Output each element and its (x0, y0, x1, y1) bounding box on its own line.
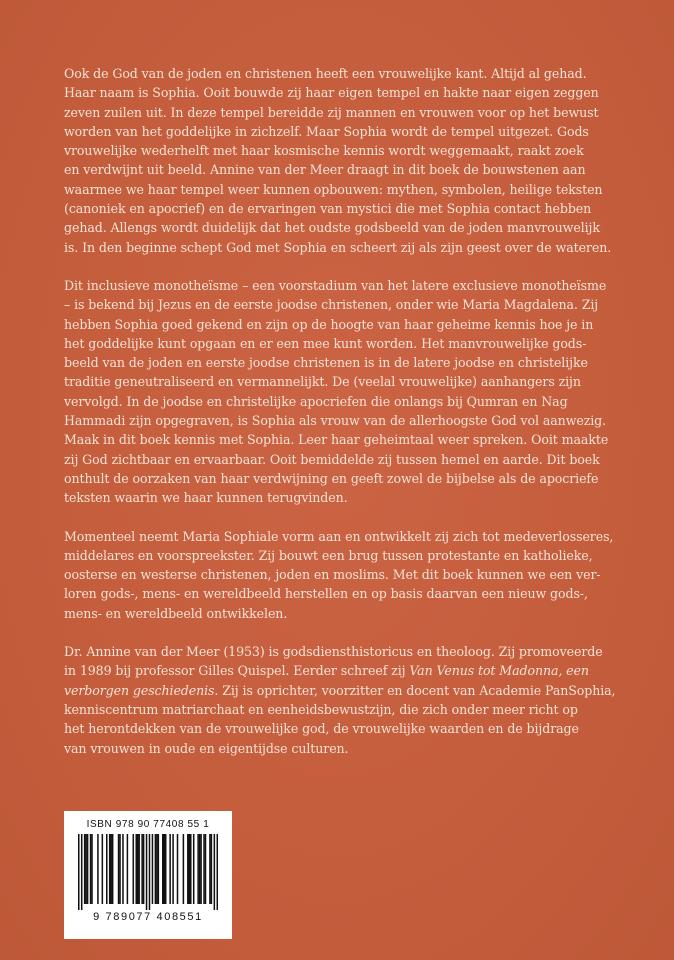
barcode-bar (122, 834, 124, 904)
text-line: oosterse en westerse christenen, joden en moslims. Met dit boek kunnen we een ver- (64, 567, 601, 583)
barcode-bar (162, 834, 164, 904)
text-line: en verdwijnt uit beeld. Annine van der Meer draagt in dit boek de bouwstenen aan (64, 162, 586, 178)
barcode-bar (106, 834, 108, 904)
barcode-bar (163, 834, 165, 904)
barcode-bar (102, 834, 104, 904)
barcode-bar (141, 834, 143, 904)
barcode-bar (133, 834, 135, 904)
barcode-bar (217, 834, 218, 910)
text-line: mens- en wereldbeeld ontwikkelen. (64, 605, 288, 621)
bio-line: Dr. Annine van der Meer (1953) is godsdiensthistoricus en theoloog. Zij promoveerde (64, 644, 603, 660)
bio-line (64, 661, 654, 680)
barcode-bar (91, 834, 93, 904)
barcode-bar (203, 834, 205, 904)
barcode-bar (165, 834, 167, 904)
barcode-bar (78, 834, 80, 910)
barcode-bars (78, 834, 218, 910)
text-line: (canoniek en apocrief) en de ervaringen van mystici die met Sophia contact hebben (64, 201, 592, 217)
barcode-bar (158, 834, 160, 904)
barcode-bar (138, 834, 140, 904)
barcode-bar (209, 834, 211, 904)
barcode-bar (177, 834, 179, 904)
text-line: vrouwelijke wederhelft met haar kosmische kennis wordt weggemaakt, raakt zoek (64, 143, 584, 159)
barcode-bar (197, 834, 199, 904)
barcode-bar (137, 834, 139, 904)
paragraph-maria-sophia (64, 527, 654, 623)
isbn-barcode (64, 811, 232, 939)
bio-line: het herontdekken van de vrouwelijke god, de vrouwelijke waarden en de bijdrage (64, 721, 579, 737)
barcode-bar (97, 834, 99, 904)
text-line: Haar naam is Sophia. Ooit bouwde zij haar eigen tempel en hakte naar eigen zeggen (64, 85, 599, 101)
text-line: zeven zuilen uit. In deze tempel bereidde zij mannen en vrouwen voor op het bewust (64, 104, 599, 120)
bio-text: in 1989 bij professor Gilles Quispel. Eerder schreef zij (64, 663, 410, 679)
barcode-bar (127, 834, 129, 904)
barcode-bar (169, 834, 171, 904)
text-line: Dit inclusieve monotheïsme – een voorstadium van het latere exclusieve monotheïsme (64, 277, 607, 293)
barcode-bar (205, 834, 207, 904)
text-line: hebben Sophia goed gekend en zijn op de hoogte van haar geheime kennis hoe je in (64, 316, 594, 332)
text-line: gehad. Allengs wordt duidelijk dat het oudste godsbeeld van de joden manvrouwelijk (64, 220, 600, 236)
barcode-digits: 9 789077 408551 (93, 911, 203, 923)
text-line: Momenteel neemt Maria Sophiale vorm aan en ontwikkelt zij zich tot medeverlosseres, (64, 528, 614, 544)
barcode-bar (199, 834, 201, 904)
text-line: Maak in dit boek kennis met Sophia. Leer haar geheimtaal weer spreken. Ooit maakte (64, 432, 609, 448)
barcode-bar (143, 834, 145, 904)
barcode-bar (200, 834, 202, 904)
blurb-text (64, 64, 654, 777)
text-line: Hammadi zijn opgegraven, is Sophia als vrouw van de allerhoogste God vol aanwezig. (64, 413, 607, 429)
barcode-bar (109, 834, 111, 904)
barcode-bar (189, 834, 191, 904)
barcode-bar (190, 834, 192, 904)
text-line: – is bekend bij Jezus en de eerste joodse christenen, onder wie Maria Magdalena. Zij (64, 297, 599, 313)
barcode-bar (81, 834, 83, 910)
barcode-bar (187, 834, 189, 904)
barcode-bar (84, 834, 86, 904)
text-line: middelares en voorspreekster. Zij bouwt een brug tussen protestante en katholieke, (64, 547, 593, 563)
barcode-bar (152, 834, 154, 904)
text-line: teksten waarin we haar kunnen terugvinden. (64, 490, 348, 506)
bio-line (64, 681, 654, 700)
isbn-label: ISBN 978 90 77408 55 1 (86, 819, 210, 830)
barcode-bar (193, 834, 195, 904)
barcode-bar (90, 834, 92, 904)
barcode-bar (118, 834, 120, 904)
barcode-bar (211, 834, 213, 904)
text-line: zij God zichtbaar en ervaarbaar. Ooit bemiddelde zij tussen hemel en aarde. Dit boek (64, 451, 600, 467)
text-line: het goddelijke kunt opgaan en er een mee kunt worden. Het manvrouwelijke gods- (64, 335, 587, 351)
text-line: waarmee we haar tempel weer kunnen opbouwen: mythen, symbolen, heilige teksten (64, 181, 603, 197)
barcode-bar (135, 834, 137, 904)
text-line: worden van het goddelijke in zichzelf. Maar Sophia wordt de tempel uitgezet. Gods (64, 123, 589, 139)
barcode-bar (155, 834, 157, 904)
barcode-bar (214, 834, 216, 910)
text-line: beeld van de joden en eerste joodse christenen is in de latere joodse en christelijke (64, 355, 588, 371)
barcode-bar (146, 834, 148, 910)
book-title-italic: verborgen geschiedenis (64, 682, 215, 698)
book-title-italic: Van Venus tot Madonna, een (409, 663, 589, 679)
bio-text: . Zij is oprichter, voorzitter en docent van Academie PanSophia, (214, 682, 616, 698)
text-line: loren gods-, mens- en wereldbeeld herstellen en op basis daarvan een nieuw gods-, (64, 586, 588, 602)
barcode-bar (112, 834, 114, 904)
text-line: onthult de oorzaken van haar verdwijning en geeft zowel de bijbelse als de apocriefe (64, 470, 599, 486)
text-line: Ook de God van de joden en christenen heeft een vrouwelijke kant. Altijd al gehad. (64, 66, 587, 81)
paragraph-sophia-intro (64, 64, 654, 257)
bio-line: kenniscentrum matriarchaat en eenheidsbewustzijn, die zich onder meer richt op (64, 701, 578, 717)
barcode-bar (85, 834, 87, 904)
barcode-bar (172, 834, 174, 904)
barcode-bar (156, 834, 158, 904)
author-bio (64, 642, 654, 758)
paragraph-monotheism (64, 276, 654, 508)
barcode-bar (119, 834, 121, 904)
text-line: vervolgd. In de joodse en christelijke apocriefen die onlangs bij Qumran en Nag (64, 393, 568, 409)
text-line: is. In den beginne schept God met Sophia en scheert zij als zijn geest over de wateren. (64, 239, 612, 255)
bio-line: van vrouwen in oude en eigentijdse culturen. (64, 740, 349, 756)
barcode-bar (149, 834, 151, 910)
barcode-bar (110, 834, 112, 904)
barcode-bar (183, 834, 185, 904)
barcode-bar (87, 834, 89, 904)
text-line: traditie geneutraliseerd en vermannelijkt. De (veelal vrouwelijke) aanhangers zijn (64, 374, 581, 390)
